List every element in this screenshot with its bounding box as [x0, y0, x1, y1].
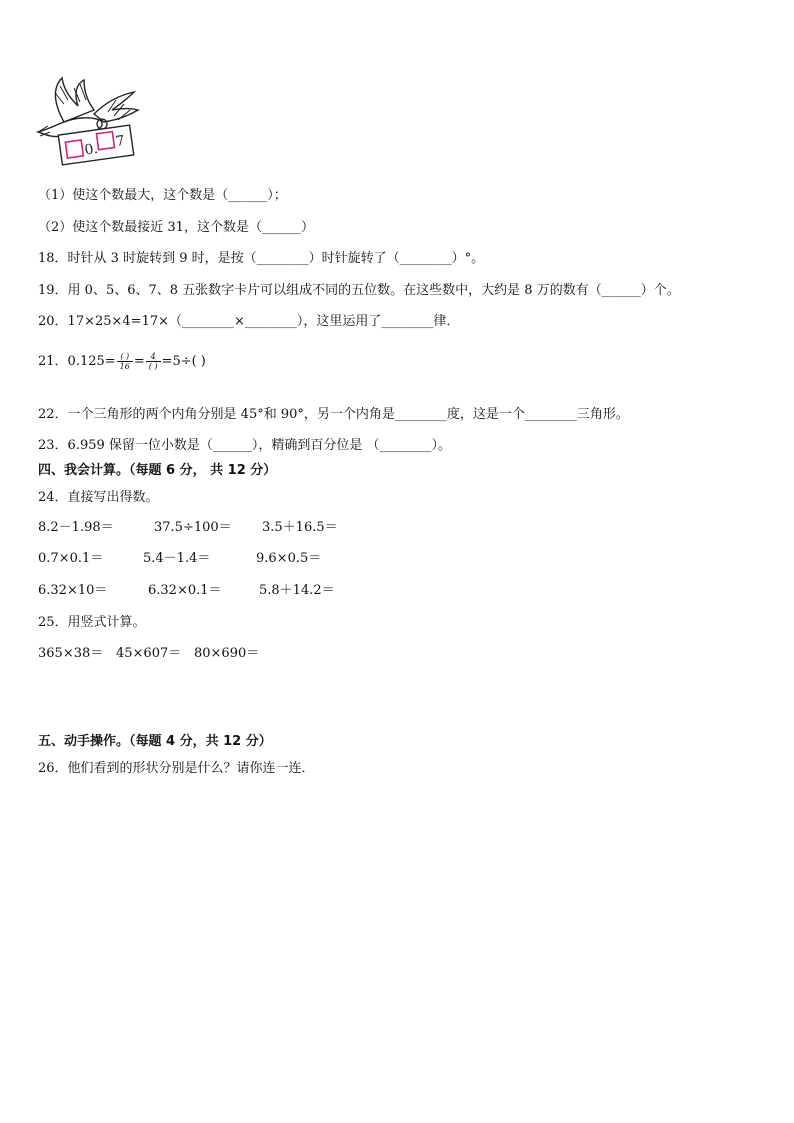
calc-item: 8.2－1.98＝ — [38, 520, 114, 535]
q21-frac1-numerator: ( ) — [117, 352, 133, 362]
vertical-calc-item: 365×38＝ — [38, 646, 104, 661]
question-21 — [38, 352, 206, 371]
question-20: 20．17×25×4=17×（________×________），这里运用了________律． — [38, 314, 460, 329]
q21-frac1-denominator: 16 — [119, 362, 130, 371]
vertical-calc-item: 45×607＝ — [116, 646, 182, 661]
bird-illustration — [34, 74, 144, 174]
q21-suffix: =5÷( ) — [161, 354, 206, 369]
card-end-text: 7 — [114, 133, 126, 151]
q21-fraction-1 — [117, 352, 133, 371]
card-middle-text: 0. — [83, 140, 100, 159]
question-19: 19．用 0、5、6、7、8 五张数字卡片可以组成不同的五位数。在这些数中，大约是 8 万的数有（______）个。 — [38, 283, 680, 298]
calc-item: 5.4－1.4＝ — [143, 551, 211, 566]
q21-prefix: 21．0.125= — [38, 354, 116, 369]
q17-part2: （2）使这个数最接近 31，这个数是（______） — [38, 220, 314, 235]
q21-frac2-denominator: ( ) — [148, 362, 158, 371]
calc-item: 6.32×0.1＝ — [148, 583, 222, 598]
calc-item: 37.5÷100＝ — [154, 520, 232, 535]
question-23: 23．6.959 保留一位小数是（______），精确到百分位是 （________）。 — [38, 438, 452, 453]
calc-item: 0.7×0.1＝ — [38, 551, 104, 566]
question-25-title: 25．用竖式计算。 — [38, 615, 146, 630]
question-26: 26．他们看到的形状分别是什么？请你连一连． — [38, 761, 315, 776]
q17-part1: （1）使这个数最大，这个数是（______）； — [38, 188, 287, 203]
q21-frac2-numerator: 4 — [146, 352, 161, 362]
section-4-heading: 四、我会计算。（每题 6 分， 共 12 分） — [38, 463, 277, 478]
calc-item: 9.6×0.5＝ — [256, 551, 322, 566]
question-18: 18．时针从 3 时旋转到 9 时，是按（________）时针旋转了（________）°。 — [38, 251, 485, 266]
calc-item: 6.32×10＝ — [38, 583, 108, 598]
section-5-heading: 五、动手操作。（每题 4 分，共 12 分） — [38, 734, 272, 749]
calc-item: 5.8＋14.2＝ — [259, 583, 335, 598]
calc-item: 3.5＋16.5＝ — [262, 520, 338, 535]
q21-fraction-2 — [146, 352, 161, 371]
question-24-title: 24．直接写出得数。 — [38, 490, 159, 505]
vertical-calc-item: 80×690＝ — [194, 646, 260, 661]
question-22: 22．一个三角形的两个内角分别是 45°和 90°，另一个内角是________度，这是一个________三角形。 — [38, 407, 629, 422]
q21-equals: = — [133, 354, 145, 369]
